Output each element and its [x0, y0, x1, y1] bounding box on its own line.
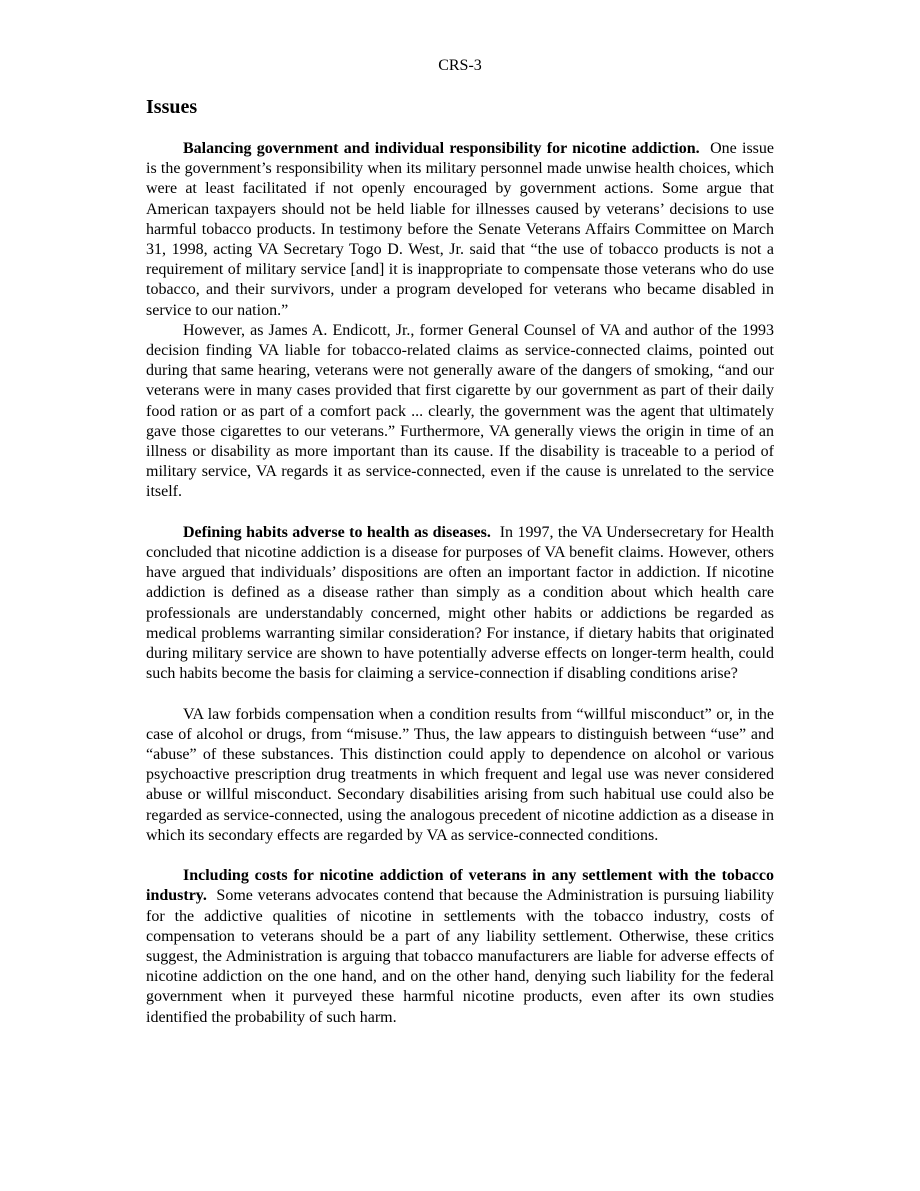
paragraph-tobacco-settlement-costs [146, 866, 774, 1028]
body-text [146, 139, 774, 1028]
paragraph-government-responsibility [146, 139, 774, 321]
paragraph-body: In 1997, the VA Undersecretary for Health concluded that nicotine addiction is a disease for purposes of VA benefit claims. However, others have argued that individuals’ dispositions are often an important factor in addiction. If nicotine addiction is defined as a disease rather than simply as a condition about which health care professionals are understandably concerned, might other habits or addictions be regarded as medical problems warranting similar consideration? For instance, if dietary habits that originated during military service are shown to have potentially adverse effects on longer-term health, could such habits become the basis for claiming a service-connection if disabling conditions arise? [146, 523, 775, 683]
paragraph-body: Some veterans advocates contend that because the Administration is pursuing liability for the addictive qualities of nicotine in settlements with the tobacco industry, costs of compensation to veterans should be a part of any liability settlement. Otherwise, these critics suggest, the Administration is arguing that tobacco manufacturers are liable for adverse effects of nicotine addiction on the one hand, and on the other hand, denying such liability for the federal government when it purveyed these harmful nicotine products, even after its own studies identified the probability of such harm. [146, 887, 775, 1026]
paragraph-lead-heading: Defining habits adverse to health as diseases. [183, 523, 491, 541]
paragraph-endicott-counterpoint [146, 321, 774, 503]
section-heading: Issues [146, 96, 198, 118]
paragraph-lead-heading: Balancing government and individual responsibility for nicotine addiction. [183, 140, 700, 157]
paragraph-body: One issue is the government’s responsibility when its military personnel made unwise health choices, which were at least facilitated if not openly encouraged by government actions. Some argue that American taxpayers should not be held liable for illnesses caused by veterans’ decisions to use harmful tobacco products. In testimony before the Senate Veterans Affairs Committee on March 31, 1998, acting VA Secretary Togo D. West, Jr. said that “the use of tobacco products is not a requirement of military service [and] it is inappropriate to compensate those veterans who do use tobacco, and their survivors, under a program developed for veterans who became disabled in service to our nation.” [146, 140, 775, 319]
paragraph-willful-misconduct [146, 705, 774, 846]
page-number-header: CRS-3 [438, 57, 482, 74]
paragraph-body: However, as James A. Endicott, Jr., former General Counsel of VA and author of the 1993 decision finding VA liable for tobacco-related claims as service-connected claims, pointed out during that same hearing, veterans were not generally aware of the dangers of smoking, “and our veterans were in many cases provided that first cigarette by our government as part of their daily food ration or as part of a comfort pack ... clearly, the government was the agent that ultimately gave those cigarettes to our veterans.” Furthermore, VA generally views the origin in time of an illness or disability as more important than its cause. If the disability is traceable to a period of military service, VA regards it as service-connected, even if the cause is unrelated to the service itself. [146, 321, 774, 501]
paragraph-body: VA law forbids compensation when a condition results from “willful misconduct” or, in the case of alcohol or drugs, from “misuse.” Thus, the law appears to distinguish between “use” and “abuse” of these substances. This distinction could apply to dependence on alcohol or various psychoactive prescription drug treatments in which frequent and legal use was never considered abuse or willful misconduct. Secondary disabilities arising from such habitual use could also be regarded as service-connected, using the analogous precedent of nicotine addiction as a disease in which its secondary effects are regarded by VA as service-connected conditions. [146, 705, 774, 844]
paragraph-habits-as-diseases [146, 523, 774, 685]
paragraph-lead-heading: Including costs for nicotine addiction of veterans in any settlement with the tobacco industry. [146, 867, 774, 905]
